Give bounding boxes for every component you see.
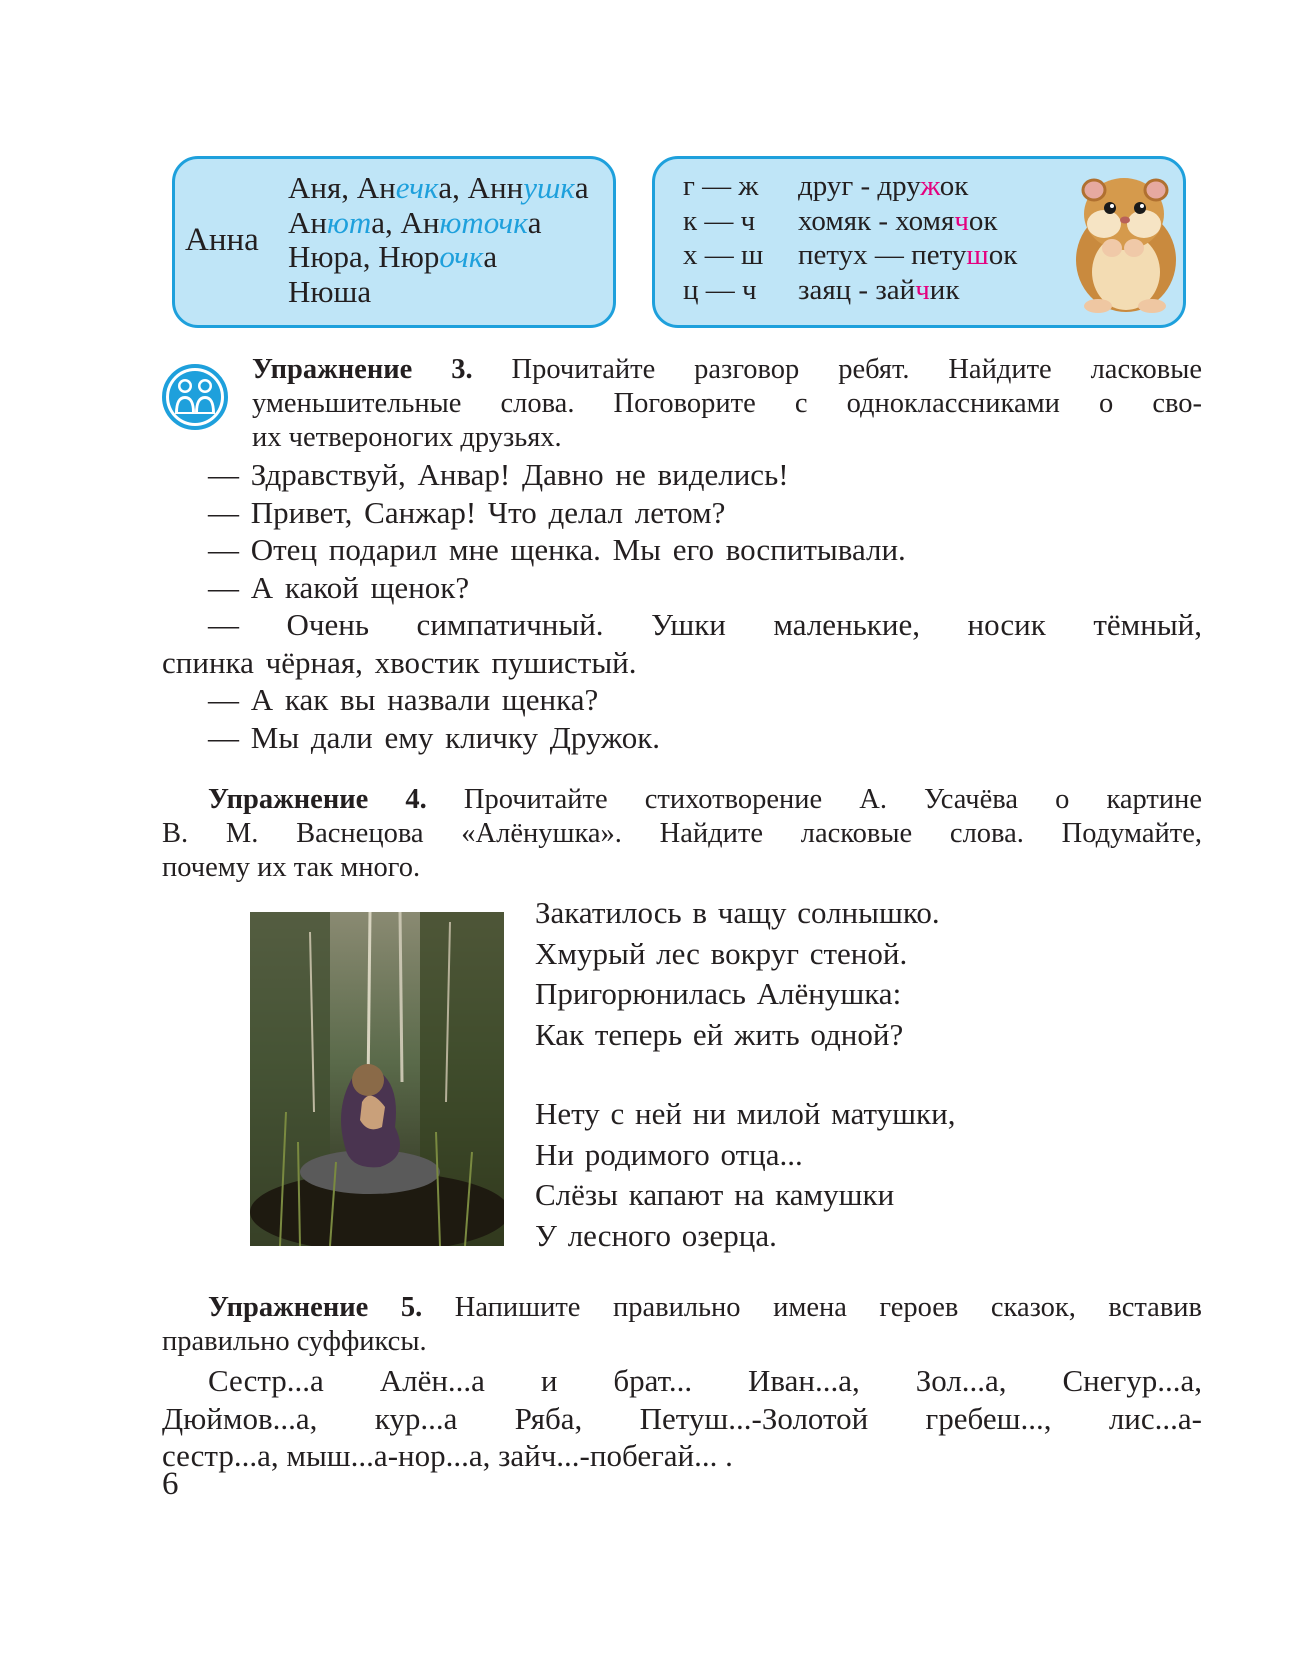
dialogue-line: — Привет, Санжар! Что делал летом? (208, 494, 726, 530)
alternation-row (683, 204, 1017, 239)
name-text: Аня, Ан (288, 170, 396, 205)
name-text: а, Анн (438, 170, 524, 205)
exercise3-instr-line1: Прочитайте разговор ребят. Найдите ласковые (511, 354, 1203, 385)
dialogue-line: — Здравствуй, Анвар! Давно не виделись! (208, 457, 789, 492)
exercise4-instructions-3 (162, 851, 1202, 886)
name-text: а, Ан (371, 204, 440, 240)
name-variants (288, 171, 589, 309)
dialogue-line: — Отец подарил мне щенка. Мы его воспитывали. (208, 532, 906, 567)
letter-pair: ц — ч (683, 273, 757, 306)
exercise3-instr-line3: их четвероногих друзьях. (252, 422, 562, 453)
exercise4-instr-line3: почему их так много. (162, 852, 421, 883)
word-pair (798, 273, 959, 308)
poem-line: Закатилось в чащу солнышко. (535, 895, 940, 930)
dialogue-line: — Очень симпатичный. Ушки маленькие, носик тёмный, (208, 607, 1202, 642)
poem-line: Слёзы капают на камушки (535, 1177, 895, 1212)
exercise5-instructions-2 (162, 1325, 1202, 1360)
exercise4-title: Упражнение 4. (208, 784, 427, 815)
suffix-highlight: ечк (395, 170, 439, 205)
alternating-letter: ж (920, 170, 940, 202)
alternating-letter: ш (966, 239, 989, 271)
exercise4-instructions (162, 783, 1202, 818)
exercise3-instr-line2: уменьшительные слова. Поговорите с одноклассниками о сво- (252, 388, 1202, 419)
word-text: ик (929, 273, 960, 306)
painting-alyonushka (250, 912, 504, 1246)
name-variant-line (288, 206, 589, 241)
alternating-letter: ч (954, 204, 969, 237)
pair-work-icon (162, 364, 228, 430)
poem-line: Пригорюнилась Алёнушка: (535, 976, 902, 1011)
name-variant-line (288, 171, 589, 206)
alternation-row (683, 169, 1017, 204)
dialogue-line: — Мы дали ему кличку Дружок. (208, 719, 661, 755)
word-text: ок (988, 239, 1018, 271)
name-text: Ан (288, 204, 327, 240)
poem-line: Ни родимого отца... (535, 1136, 803, 1172)
alternation-row (683, 238, 1017, 273)
letter-pair: х — ш (683, 239, 764, 271)
word-text: петух — пету (798, 239, 967, 271)
word-text: заяц - зай (798, 273, 916, 306)
word-text: ок (968, 204, 998, 237)
exercise3-dialogue (162, 456, 1202, 756)
suffix-highlight: ют (326, 204, 372, 240)
hamster-illustration (1068, 168, 1180, 316)
exercise4-instr-line2: В. М. Васнецова «Алёнушка». Найдите ласковые слова. Подумайте, (162, 818, 1202, 849)
exercise4-instr-line1: Прочитайте стихотворение А. Усачёва о картине (463, 784, 1202, 815)
word-pair (798, 204, 998, 239)
word-pair (798, 169, 968, 204)
exercise5-instr-line2: правильно суффиксы. (162, 1326, 427, 1357)
poem-stanza-2 (535, 1094, 955, 1256)
suffix-highlight: юточк (439, 204, 528, 240)
dialogue-line: — А как вы назвали щенка? (208, 682, 599, 717)
name-text: Нюра, Нюр (288, 239, 440, 274)
exercise5-title: Упражнение 5. (208, 1292, 423, 1323)
exercise5-task (162, 1362, 1202, 1475)
exercise3-instructions-2 (252, 387, 1202, 422)
exercise3-title: Упражнение 3. (252, 354, 473, 385)
name-variant-line (288, 240, 589, 275)
page-number: 6 (162, 1466, 179, 1502)
exercise3-instructions-3 (252, 421, 1202, 456)
alternation-row (683, 273, 1017, 308)
name-variant-line (288, 275, 589, 310)
exercise4-instructions-2 (162, 817, 1202, 852)
exercise5-instructions (162, 1291, 1202, 1326)
exercise5-line: Дюймов...а, кур...а Ряба, Петуш...-Золотой гребеш..., лис...а- (162, 1400, 1202, 1436)
names-box (172, 156, 616, 328)
dialogue-line: спинка чёрная, хвостик пушистый. (162, 644, 637, 680)
poem-line: Как теперь ей жить одной? (535, 1016, 904, 1052)
exercise3-instructions (252, 353, 1202, 388)
word-pair (798, 238, 1017, 273)
suffix-highlight: очк (439, 239, 484, 274)
name-text: а (574, 170, 589, 205)
exercise5-line: сестр...а, мыш...а-нор...а, зайч...-побегай... . (162, 1438, 733, 1473)
dialogue-line: — А какой щенок? (208, 569, 470, 605)
exercise5-line: Сестр...а Алён...а и брат... Иван...а, Зол...а, Снегур...а, (208, 1363, 1202, 1398)
exercise5-instr-line1: Напишите правильно имена героев сказок, вставив (454, 1292, 1202, 1323)
poem-line: Хмурый лес вокруг стеной. (535, 935, 908, 971)
name-text: а (483, 239, 498, 274)
alternating-letter: ч (915, 273, 930, 306)
word-text: хомяк - хомя (798, 204, 955, 237)
poem-line: Нету с ней ни милой матушки, (535, 1096, 956, 1131)
word-text: друг - дру (798, 170, 921, 202)
name-text: Нюша (288, 273, 372, 309)
suffix-highlight: ушк (523, 170, 575, 205)
name-main: Анна (185, 222, 259, 258)
name-text: а (527, 204, 542, 240)
alternation-table (683, 169, 1017, 307)
poem-stanza-1 (535, 893, 940, 1055)
letter-pair: г — ж (683, 170, 759, 202)
poem-line: У лесного озерца. (535, 1217, 777, 1253)
word-text: ок (939, 170, 969, 202)
letter-pair: к — ч (683, 204, 756, 237)
